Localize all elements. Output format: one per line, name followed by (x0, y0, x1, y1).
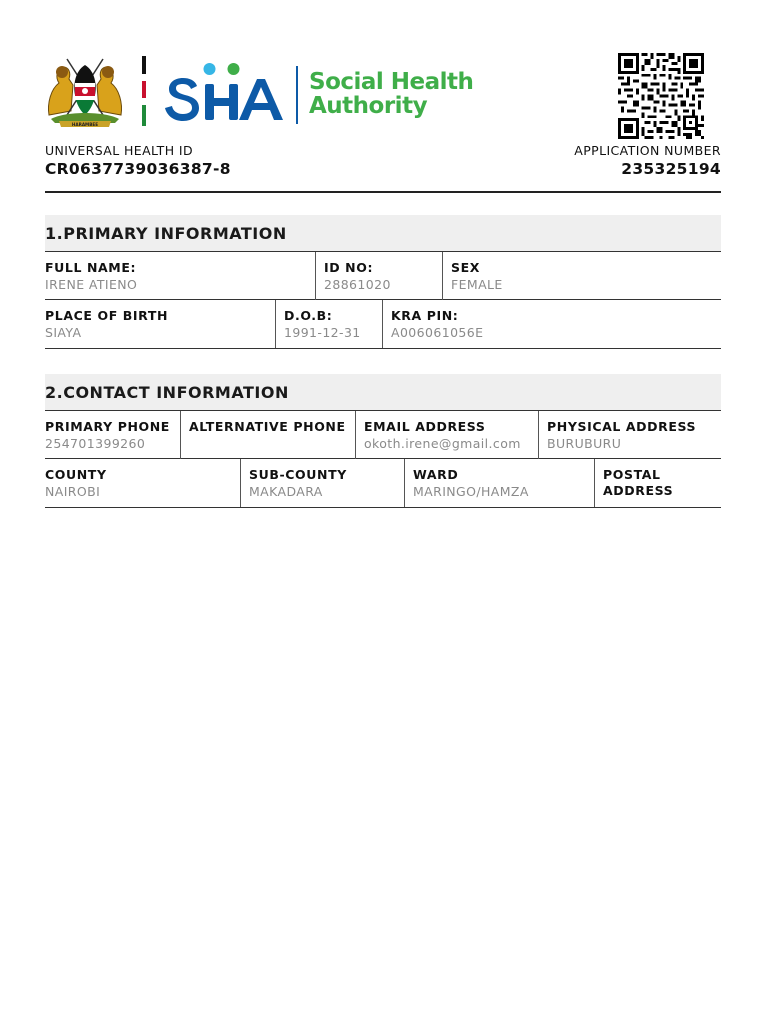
application-number (574, 143, 721, 179)
kra-pin-cell (382, 300, 721, 348)
id-row (45, 143, 721, 179)
document-header (45, 50, 721, 142)
ward-cell (404, 459, 594, 507)
uhid-value: CR0637739036387-8 (45, 160, 231, 178)
sub-county-value: MAKADARA (249, 484, 323, 499)
place-of-birth-cell (45, 300, 275, 348)
section-title: 2.CONTACT INFORMATION (45, 383, 289, 402)
physical-address-cell (538, 411, 721, 459)
dob-label: D.O.B: (284, 308, 333, 323)
header-divider (45, 191, 721, 193)
postal-address-label-line1: POSTAL (603, 467, 661, 482)
physical-address-value: BURUBURU (547, 436, 622, 451)
email-address-value: okoth.irene@gmail.com (364, 436, 521, 451)
brand-name-line2: Authority (309, 93, 428, 119)
alternative-phone-label: ALTERNATIVE PHONE (189, 419, 346, 434)
email-address-label: EMAIL ADDRESS (364, 419, 486, 434)
brand-name (309, 70, 473, 118)
county-label: COUNTY (45, 467, 107, 482)
dob-cell (275, 300, 382, 348)
brand-divider (296, 66, 298, 124)
sha-logo-icon (161, 60, 291, 124)
kenya-coat-of-arms-icon (45, 55, 125, 129)
uhid-label: UNIVERSAL HEALTH ID (45, 143, 193, 158)
postal-address-label-line2: ADDRESS (603, 483, 674, 498)
full-name-label: FULL NAME: (45, 260, 137, 275)
svg-text:HARAMBEE: HARAMBEE (71, 122, 99, 127)
contact-information-section-header (45, 374, 721, 410)
id-number-value: 28861020 (324, 277, 391, 292)
place-of-birth-value: SIAYA (45, 325, 82, 340)
contact-info-row-2 (45, 459, 721, 508)
county-value: NAIROBI (45, 484, 101, 499)
full-name-value: IRENE ATIENO (45, 277, 138, 292)
sub-county-cell (240, 459, 404, 507)
full-name-cell (45, 252, 315, 300)
primary-phone-label: PRIMARY PHONE (45, 419, 170, 434)
ward-value: MARINGO/HAMZA (413, 484, 529, 499)
email-address-cell (355, 411, 538, 459)
qr-code-icon (615, 53, 707, 139)
universal-health-id (45, 143, 231, 179)
sub-county-label: SUB-COUNTY (249, 467, 347, 482)
county-cell (45, 459, 240, 507)
section-title: 1.PRIMARY INFORMATION (45, 224, 287, 243)
application-number-label: APPLICATION NUMBER (574, 143, 721, 158)
sex-label: SEX (451, 260, 480, 275)
brand-name-line1: Social Health (309, 69, 474, 95)
sex-value: FEMALE (451, 277, 503, 292)
primary-phone-cell (45, 411, 180, 459)
sex-cell (442, 252, 721, 300)
contact-info-row-1 (45, 410, 721, 459)
id-number-cell (315, 252, 442, 300)
kenya-flag-stripe (142, 56, 146, 126)
place-of-birth-label: PLACE OF BIRTH (45, 308, 169, 323)
ward-label: WARD (413, 467, 459, 482)
physical-address-label: PHYSICAL ADDRESS (547, 419, 697, 434)
alternative-phone-cell (180, 411, 355, 459)
primary-information-section-header (45, 215, 721, 251)
application-number-value: 235325194 (621, 160, 721, 178)
primary-info-row-1 (45, 251, 721, 300)
postal-address-cell (594, 459, 721, 507)
primary-phone-value: 254701399260 (45, 436, 146, 451)
kra-pin-label: KRA PIN: (391, 308, 459, 323)
dob-value: 1991-12-31 (284, 325, 361, 340)
id-number-label: ID NO: (324, 260, 374, 275)
primary-info-row-2 (45, 300, 721, 349)
kra-pin-value: A006061056E (391, 325, 484, 340)
